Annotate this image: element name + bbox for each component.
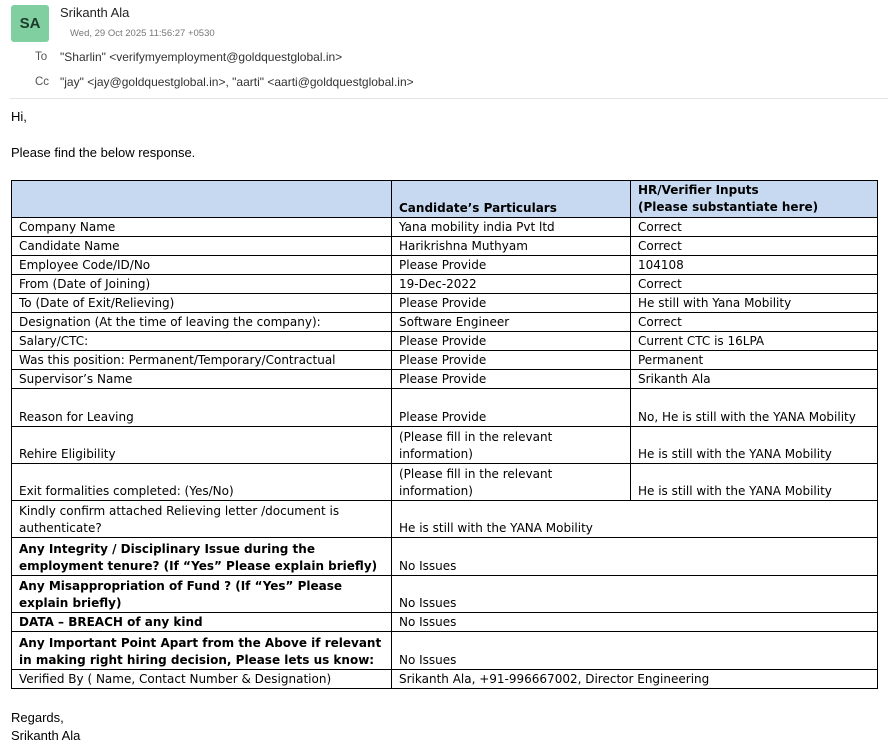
header-empty-cell	[12, 181, 392, 218]
table-row	[12, 332, 878, 351]
row-label: Rehire Eligibility	[12, 427, 392, 464]
row-hr-value: Srikanth Ala	[631, 370, 878, 389]
row-label: Exit formalities completed: (Yes/No)	[12, 464, 392, 501]
row-hr-value: Correct	[631, 313, 878, 332]
row-label: To (Date of Exit/Relieving)	[12, 294, 392, 313]
row-candidate-value: Please Provide	[392, 389, 631, 427]
row-merged-value: No Issues	[392, 576, 878, 613]
table-row	[12, 538, 878, 576]
row-label: Employee Code/ID/No	[12, 256, 392, 275]
to-recipients[interactable]: "Sharlin" <verifymyemployment@goldquestglobal.in>	[60, 50, 343, 64]
row-candidate-value: Please Provide	[392, 370, 631, 389]
header-hr-line2: (Please substantiate here)	[638, 200, 819, 214]
table-row	[12, 256, 878, 275]
email-date: Wed, 29 Oct 2025 11:56:27 +0530	[70, 28, 215, 39]
header-hr-line1: HR/Verifier Inputs	[638, 183, 759, 197]
row-hr-value: Current CTC is 16LPA	[631, 332, 878, 351]
table-row	[12, 389, 878, 427]
row-hr-value: He is still with the YANA Mobility	[631, 427, 878, 464]
row-label: Salary/CTC:	[12, 332, 392, 351]
row-candidate-value: Harikrishna Muthyam	[392, 237, 631, 256]
row-merged-value: He is still with the YANA Mobility	[392, 501, 878, 538]
sender-avatar[interactable]: SA	[11, 5, 49, 42]
row-merged-value: No Issues	[392, 538, 878, 576]
table-row	[12, 237, 878, 256]
table-row	[12, 275, 878, 294]
row-label: DATA – BREACH of any kind	[12, 613, 392, 632]
row-label: Company Name	[12, 218, 392, 237]
sender-name[interactable]: Srikanth Ala	[60, 5, 130, 20]
header-candidate: Candidate’s Particulars	[392, 181, 631, 218]
row-label: Kindly confirm attached Relieving letter /document is authenticate?	[12, 501, 392, 538]
signature-name: Srikanth Ala	[11, 728, 81, 743]
row-label: Any Important Point Apart from the Above if relevant in making right hiring decision, Please lets us know:	[12, 632, 392, 670]
row-candidate-value: Please Provide	[392, 294, 631, 313]
row-label: Any Misappropriation of Fund ? (If “Yes” Please explain briefly)	[12, 576, 392, 613]
to-label: To	[35, 51, 48, 63]
intro-text: Please find the below response.	[11, 145, 196, 160]
email-header	[0, 0, 888, 98]
verification-table	[11, 180, 878, 689]
row-candidate-value: Software Engineer	[392, 313, 631, 332]
row-merged-value: No Issues	[392, 613, 878, 632]
row-hr-value: Correct	[631, 237, 878, 256]
table-row	[12, 313, 878, 332]
greeting: Hi,	[11, 109, 27, 124]
cc-label: Cc	[35, 76, 50, 88]
table-row	[12, 370, 878, 389]
table-row	[12, 464, 878, 501]
table-row	[12, 218, 878, 237]
row-hr-value: No, He is still with the YANA Mobility	[631, 389, 878, 427]
row-candidate-value: Please Provide	[392, 332, 631, 351]
row-hr-value: Correct	[631, 218, 878, 237]
header-hr	[631, 181, 878, 218]
cc-recipients[interactable]: "jay" <jay@goldquestglobal.in>, "aarti" <aarti@goldquestglobal.in>	[60, 75, 414, 89]
row-hr-value: 104108	[631, 256, 878, 275]
row-label: Any Integrity / Disciplinary Issue during the employment tenure? (If “Yes” Please explain briefly)	[12, 538, 392, 576]
table-row	[12, 501, 878, 538]
table-header-row	[12, 181, 878, 218]
table-row	[12, 351, 878, 370]
regards-text: Regards,	[11, 710, 64, 725]
row-label: Designation (At the time of leaving the company):	[12, 313, 392, 332]
row-candidate-value: (Please fill in the relevant information)	[392, 427, 631, 464]
row-candidate-value: Yana mobility india Pvt ltd	[392, 218, 631, 237]
row-candidate-value: Please Provide	[392, 351, 631, 370]
row-hr-value: Permanent	[631, 351, 878, 370]
row-candidate-value: Please Provide	[392, 256, 631, 275]
row-label: Was this position: Permanent/Temporary/Contractual	[12, 351, 392, 370]
row-hr-value: He is still with the YANA Mobility	[631, 464, 878, 501]
row-label: Reason for Leaving	[12, 389, 392, 427]
table-row	[12, 632, 878, 670]
row-candidate-value: 19-Dec-2022	[392, 275, 631, 294]
header-divider	[10, 98, 888, 99]
row-label: Candidate Name	[12, 237, 392, 256]
row-label: Supervisor’s Name	[12, 370, 392, 389]
table-row	[12, 613, 878, 632]
table-row	[12, 427, 878, 464]
row-label: Verified By ( Name, Contact Number & Designation)	[12, 670, 392, 689]
table-row	[12, 294, 878, 313]
row-label: From (Date of Joining)	[12, 275, 392, 294]
row-merged-value: No Issues	[392, 632, 878, 670]
table-row	[12, 670, 878, 689]
table-row	[12, 576, 878, 613]
row-hr-value: He still with Yana Mobility	[631, 294, 878, 313]
row-candidate-value: (Please fill in the relevant information)	[392, 464, 631, 501]
row-merged-value: Srikanth Ala, +91-996667002, Director Engineering	[392, 670, 878, 689]
row-hr-value: Correct	[631, 275, 878, 294]
